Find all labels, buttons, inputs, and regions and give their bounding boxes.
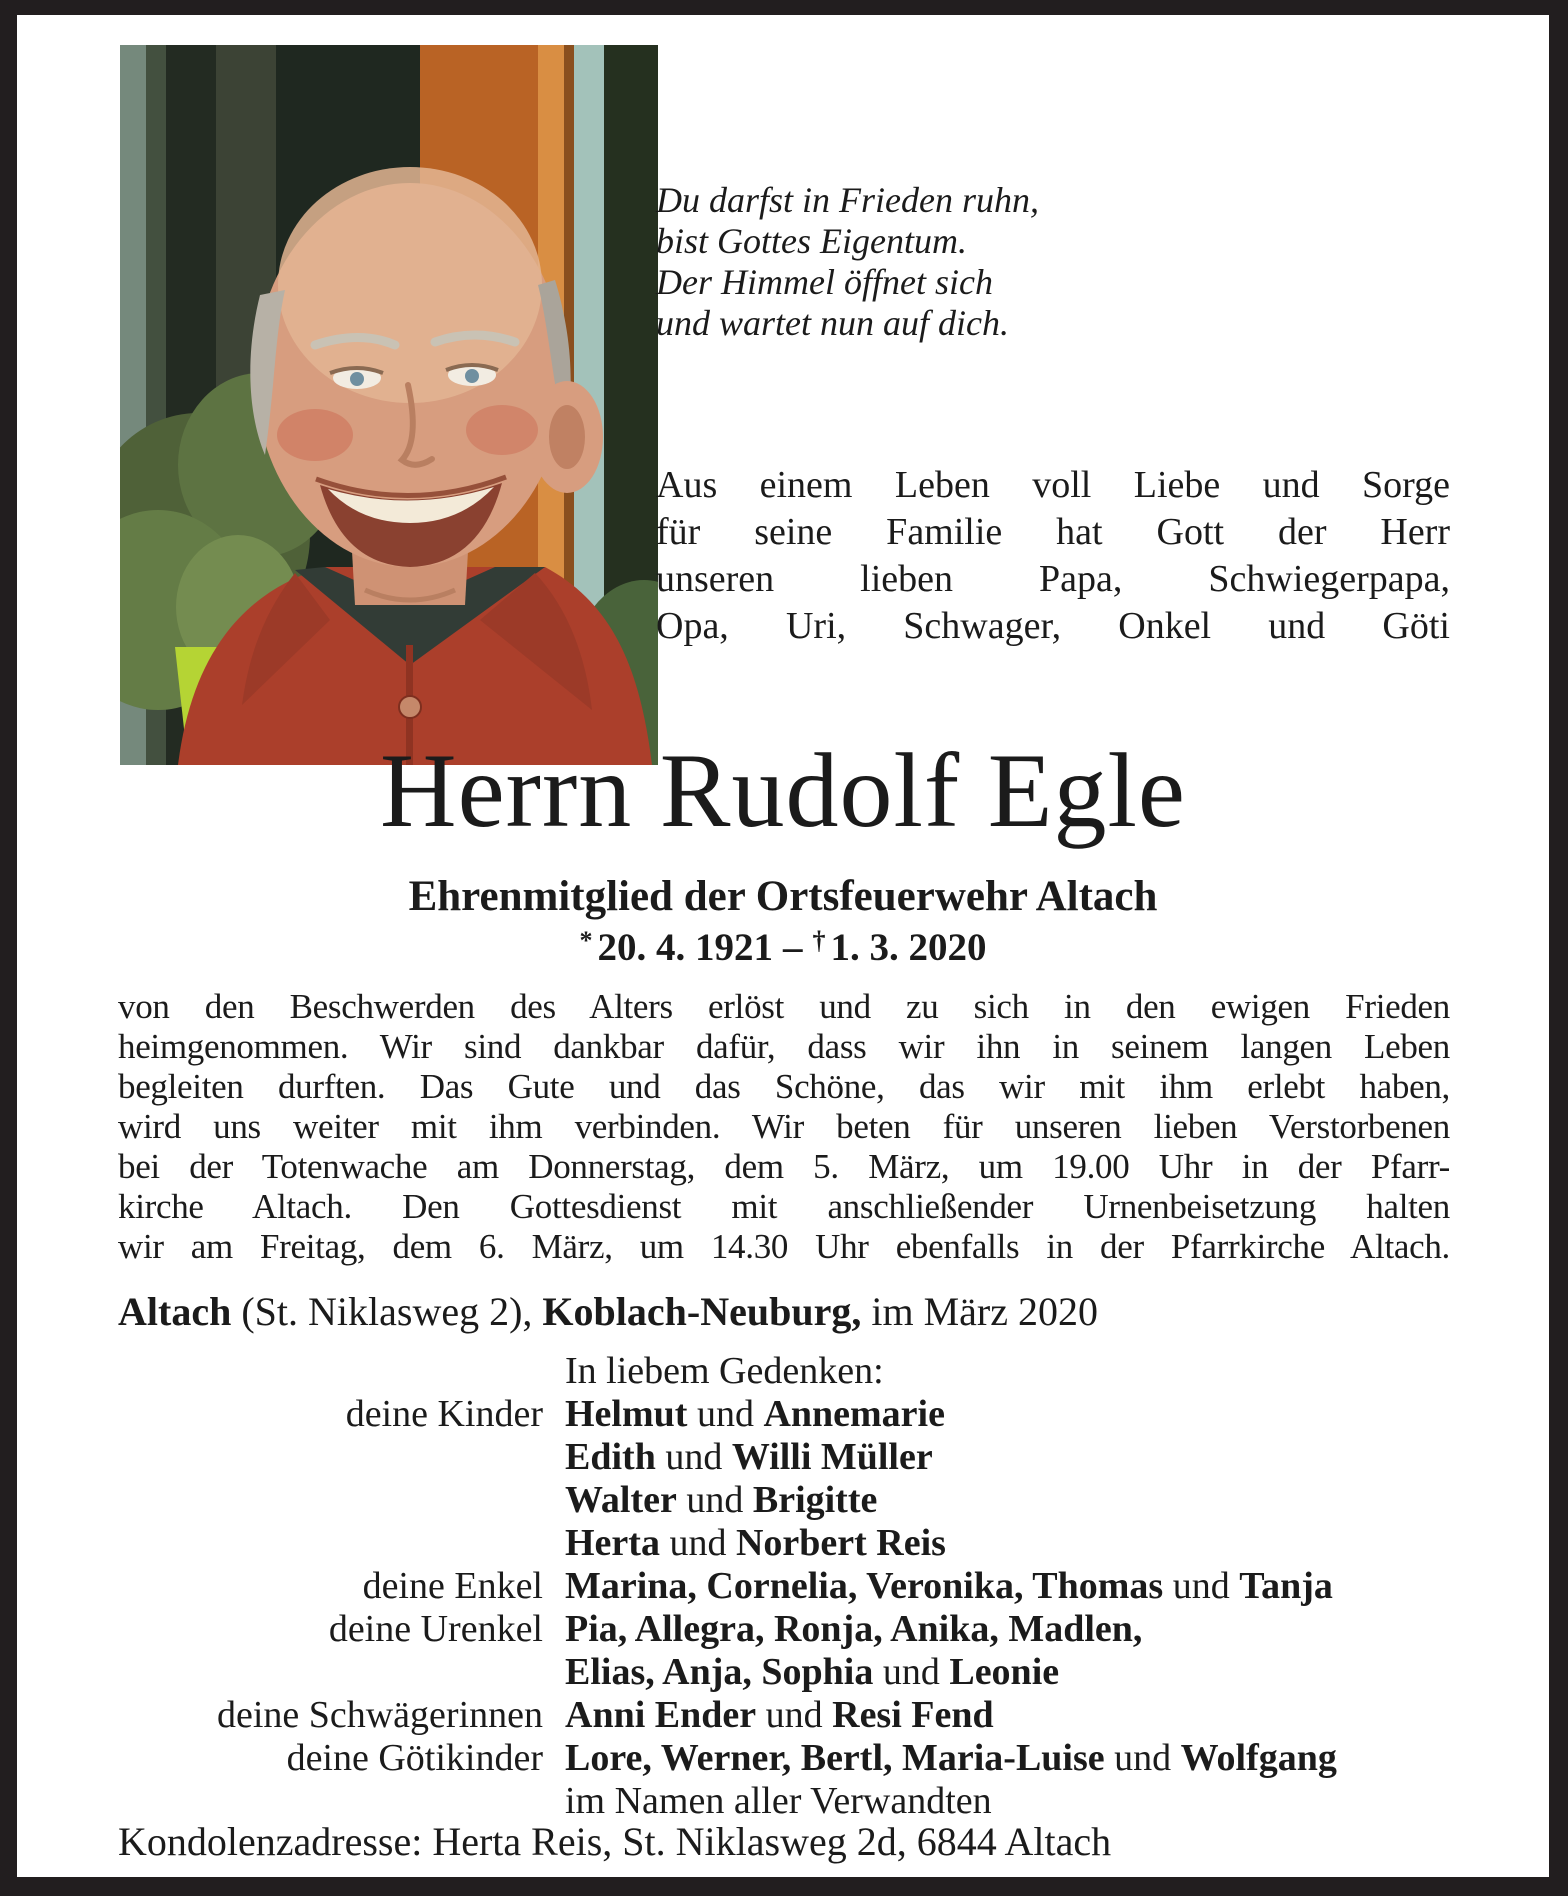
- names-line: [565, 1608, 1484, 1651]
- relation-label: deine Götikinder: [286, 1737, 543, 1779]
- remembrance-row: [118, 1608, 1484, 1651]
- names-line: [565, 1780, 1484, 1823]
- relation-label: [118, 1350, 565, 1393]
- remembrance-header: In liebem Gedenken:: [565, 1350, 884, 1392]
- remembrance-section: [118, 1350, 1484, 1823]
- name-segment: Wolfgang: [1180, 1737, 1337, 1779]
- name-segment: Norbert Reis: [735, 1522, 946, 1564]
- deceased-name: Herrn Rudolf Egle: [380, 732, 1186, 849]
- text-segment: und: [1104, 1737, 1181, 1779]
- announcement-text: [118, 987, 1450, 1267]
- verse-line: bist Gottes Eigentum.: [656, 221, 967, 261]
- remembrance-row: [118, 1393, 1484, 1436]
- text-segment: im Namen aller Verwandten: [565, 1780, 992, 1822]
- announcement-line: kirche Altach. Den Gottesdienst mit anschließender Urnenbeisetzung halten: [118, 1187, 1450, 1226]
- name-segment: Herta: [565, 1522, 660, 1564]
- verse-line: Der Himmel öffnet sich: [656, 262, 993, 302]
- name-segment: Helmut: [565, 1393, 688, 1435]
- names-line: [565, 1565, 1484, 1608]
- announcement-line: begleiten durften. Das Gute und das Schöne, das wir mit ihm erlebt haben,: [118, 1067, 1450, 1106]
- announcement-line: von den Beschwerden des Alters erlöst und zu sich in den ewigen Frieden: [118, 987, 1450, 1026]
- life-dates: [17, 925, 1549, 970]
- text-segment: und: [655, 1436, 732, 1478]
- name-segment: Pia, Allegra, Ronja, Anika, Madlen,: [565, 1608, 1143, 1650]
- relation-label: deine Enkel: [362, 1565, 543, 1607]
- relation-label: deine Schwägerinnen: [216, 1694, 543, 1736]
- relation-label: [118, 1522, 565, 1565]
- text-segment: und: [756, 1694, 833, 1736]
- relation-label: deine Kinder: [345, 1393, 543, 1435]
- name-segment: Edith: [565, 1436, 656, 1478]
- name-segment: Leonie: [949, 1651, 1060, 1693]
- announcement-line: wir am Freitag, dem 6. März, um 14.30 Uhr ebenfalls in der Pfarrkirche Altach.: [118, 1227, 1450, 1266]
- intro-line: Opa, Uri, Schwager, Onkel und Göti: [656, 605, 1450, 647]
- name-segment: Willi Müller: [731, 1436, 933, 1478]
- intro-line: unseren lieben Papa, Schwiegerpapa,: [656, 558, 1450, 600]
- frame-left-bar: [0, 0, 17, 1896]
- remembrance-row: [118, 1694, 1484, 1737]
- remembrance-row: [118, 1436, 1484, 1479]
- condolence-address: Kondolenzadresse: Herta Reis, St. Niklasweg 2d, 6844 Altach: [118, 1819, 1112, 1864]
- relation-label: deine Urenkel: [328, 1608, 543, 1650]
- text-segment: und: [659, 1522, 736, 1564]
- announcement-line: bei der Totenwache am Donnerstag, dem 5. März, um 19.00 Uhr in der Pfarr-: [118, 1147, 1450, 1186]
- name-segment: Tanja: [1239, 1565, 1333, 1607]
- portrait-photo: [120, 45, 658, 765]
- name-segment: Marina, Cornelia, Veronika, Thomas: [565, 1565, 1164, 1607]
- remembrance-row: [118, 1522, 1484, 1565]
- names-line: [565, 1393, 1484, 1436]
- name-segment: Lore, Werner, Bertl, Maria-Luise: [565, 1737, 1105, 1779]
- place-segment: im März 2020: [861, 1289, 1098, 1334]
- intro-line: für seine Familie hat Gott der Herr: [656, 511, 1450, 553]
- remembrance-row: [118, 1737, 1484, 1780]
- frame-top-bar: [0, 0, 1568, 15]
- place-date-line: [118, 1288, 1098, 1335]
- names-line: [565, 1436, 1484, 1479]
- names-line: [565, 1479, 1484, 1522]
- names-line: [565, 1737, 1484, 1780]
- frame-right-bar: [1549, 0, 1568, 1896]
- honorary-title: Ehrenmitglied der Ortsfeuerwehr Altach: [408, 873, 1158, 920]
- birth-star-symbol: *: [579, 926, 593, 955]
- names-line: [565, 1651, 1484, 1694]
- death-cross-symbol: †: [812, 926, 826, 955]
- intro-line: Aus einem Leben voll Liebe und Sorge: [656, 464, 1450, 506]
- place-segment: (St. Niklasweg 2),: [231, 1289, 543, 1334]
- remembrance-footer-row: [118, 1780, 1484, 1823]
- relation-label: [118, 1436, 565, 1479]
- name-segment: Resi Fend: [832, 1694, 994, 1736]
- name-segment: Anni Ender: [565, 1694, 757, 1736]
- remembrance-header-row: [118, 1350, 1484, 1393]
- name-segment: Brigitte: [752, 1479, 878, 1521]
- relation-label: [118, 1479, 565, 1522]
- frame-bottom-bar: [0, 1877, 1568, 1896]
- relation-label: [118, 1780, 565, 1823]
- intro-text: [656, 462, 1450, 650]
- text-segment: und: [687, 1393, 764, 1435]
- name-segment: Elias, Anja, Sophia: [565, 1651, 874, 1693]
- name-segment: Annemarie: [763, 1393, 945, 1435]
- place-segment: Altach: [118, 1289, 232, 1334]
- text-segment: und: [676, 1479, 753, 1521]
- names-line: [565, 1522, 1484, 1565]
- portrait-photo-illustration: [120, 45, 658, 765]
- names-line: [565, 1694, 1484, 1737]
- place-segment: Koblach-Neuburg,: [542, 1289, 862, 1334]
- verse-line: Du darfst in Frieden ruhn,: [656, 180, 1039, 220]
- name-segment: Walter: [565, 1479, 677, 1521]
- text-segment: und: [1163, 1565, 1240, 1607]
- remembrance-row: [118, 1651, 1484, 1694]
- remembrance-row: [118, 1479, 1484, 1522]
- verse-line: und wartet nun auf dich.: [656, 303, 1009, 343]
- birth-date: 20. 4. 1921: [597, 926, 773, 969]
- memorial-verse: [656, 180, 1039, 344]
- death-date: 1. 3. 2020: [830, 926, 987, 969]
- announcement-line: wird uns weiter mit ihm verbinden. Wir beten für unseren lieben Verstorbenen: [118, 1107, 1450, 1146]
- text-segment: und: [873, 1651, 950, 1693]
- dates-separator: –: [783, 926, 803, 969]
- remembrance-row: [118, 1565, 1484, 1608]
- relation-label: [118, 1651, 565, 1694]
- announcement-line: heimgenommen. Wir sind dankbar dafür, dass wir ihn in seinem langen Leben: [118, 1027, 1450, 1066]
